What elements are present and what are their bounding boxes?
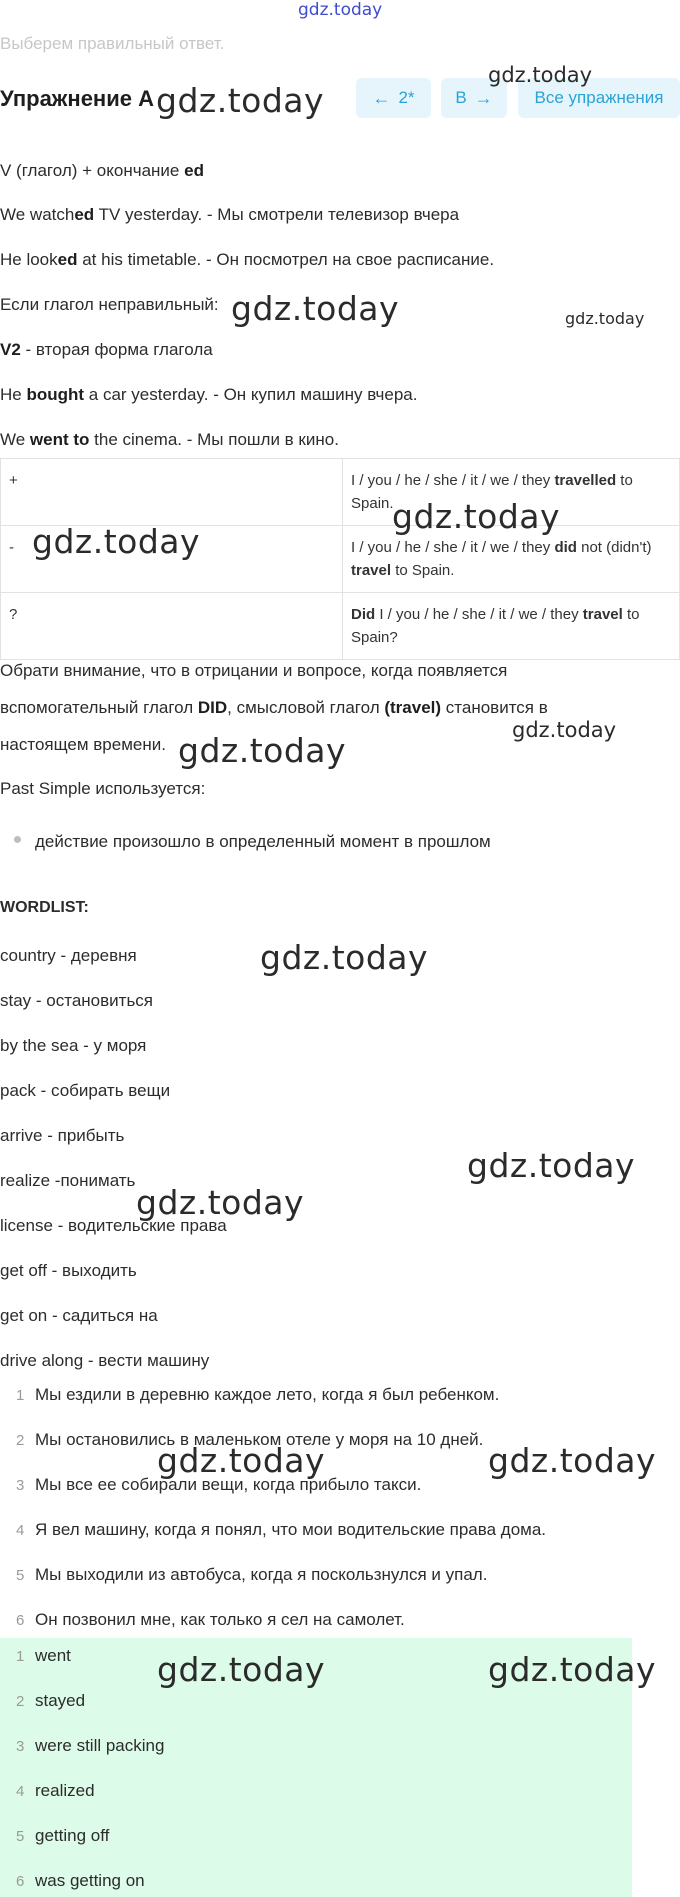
note-line-1: Обрати внимание, что в отрицании и вопросе, когда появляется: [0, 661, 508, 680]
rule-v2: V2 - вторая форма глагола: [0, 340, 213, 359]
translation-item: Мы все ее собирали вещи, когда прибыло такси.: [35, 1475, 422, 1494]
translation-number: 2: [16, 1432, 25, 1449]
example-went: We went to the cinema. - Мы пошли в кино.: [0, 430, 339, 449]
next-exercise-label: B: [455, 88, 467, 107]
watermark: gdz.today: [488, 1441, 657, 1480]
watermark: gdz.today: [392, 497, 561, 536]
watermark: gdz.today: [467, 1146, 636, 1185]
answer-number: 2: [16, 1693, 25, 1710]
example-looked: He looked at his timetable. - Он посмотрел на свое расписание.: [0, 250, 495, 269]
translation-item: Мы остановились в маленьком отеле у моря на 10 дней.: [35, 1430, 484, 1449]
answer-number: 4: [16, 1783, 25, 1800]
watermark: gdz.today: [156, 81, 325, 120]
site-watermark-top: gdz.today: [298, 0, 383, 20]
table-sign-cell: ?: [1, 593, 343, 660]
answer-number: 5: [16, 1828, 25, 1845]
wordlist-item: pack - собирать вещи: [0, 1081, 171, 1100]
bullet-dot-icon: [14, 836, 21, 843]
wordlist-item: realize -понимать: [0, 1171, 136, 1190]
answer-item: was getting on: [35, 1871, 145, 1890]
translation-number: 1: [16, 1387, 25, 1404]
watermark: gdz.today: [157, 1441, 326, 1480]
wordlist-item: license - водительские права: [0, 1216, 227, 1235]
next-exercise-button[interactable]: [441, 78, 507, 118]
wordlist-item: by the sea - у моря: [0, 1036, 147, 1055]
answer-item: were still packing: [35, 1736, 165, 1755]
watermark: gdz.today: [178, 731, 347, 770]
rule-regular-verbs: V (глагол) + окончание ed: [0, 161, 204, 180]
wordlist-item: arrive - прибыть: [0, 1126, 125, 1145]
all-exercises-button[interactable]: [518, 78, 680, 118]
table-row-negative: [1, 526, 680, 593]
all-exercises-label: Все упражнения: [534, 88, 664, 107]
rule-irregular-verbs: Если глагол неправильный:: [0, 295, 219, 314]
example-watched: We watched TV yesterday. - Мы смотрели телевизор вчера: [0, 205, 460, 224]
prev-exercise-label: 2*: [398, 88, 415, 107]
answers-panel: [0, 1638, 632, 1897]
watermark: gdz.today: [32, 522, 201, 561]
answer-item: went: [35, 1646, 71, 1665]
answer-number: 6: [16, 1873, 25, 1890]
table-form-cell: I / you / he / she / it / we / they did not (didn't) travel to Spain.: [343, 526, 680, 593]
translation-number: 3: [16, 1477, 25, 1494]
table-sign-cell: +: [1, 459, 343, 526]
wordlist-item: stay - остановиться: [0, 991, 154, 1010]
wordlist-item: get on - садиться на: [0, 1306, 158, 1325]
translation-number: 6: [16, 1612, 25, 1629]
watermark: gdz.today: [565, 309, 645, 328]
wordlist-heading: WORDLIST:: [0, 899, 89, 916]
translation-item: Я вел машину, когда я понял, что мои водительские права дома.: [35, 1520, 547, 1539]
watermark: gdz.today: [512, 718, 617, 742]
translation-item: Мы ездили в деревню каждое лето, когда я был ребенком.: [35, 1385, 500, 1404]
usage-item: действие произошло в определенный момент в прошлом: [35, 832, 491, 851]
note-line-3: настоящем времени.: [0, 735, 166, 754]
watermark: gdz.today: [260, 938, 429, 977]
watermark: gdz.today: [488, 1650, 657, 1689]
answer-number: 3: [16, 1738, 25, 1755]
table-form-cell: I / you / he / she / it / we / they travelled to Spain.: [343, 459, 680, 526]
arrow-left-icon: ←: [372, 87, 391, 108]
answer-item: realized: [35, 1781, 95, 1800]
answer-item: stayed: [35, 1691, 86, 1710]
note-line-2: вспомогательный глагол DID, смысловой глагол (travel) становится в: [0, 698, 548, 717]
table-form-cell: Did I / you / he / she / it / we / they travel to Spain?: [343, 593, 680, 660]
watermark: gdz.today: [231, 289, 400, 328]
translation-number: 4: [16, 1522, 25, 1539]
page-title: Упражнение A: [0, 86, 154, 111]
watermark: gdz.today: [157, 1650, 326, 1689]
conjugation-table: [0, 458, 680, 660]
table-row-affirmative: [1, 459, 680, 526]
watermark: gdz.today: [136, 1183, 305, 1222]
wordlist-item: get off - выходить: [0, 1261, 137, 1280]
answer-item: getting off: [35, 1826, 110, 1845]
arrow-right-icon: →: [474, 87, 493, 108]
prev-exercise-button[interactable]: [356, 78, 431, 118]
watermark: gdz.today: [488, 63, 593, 87]
answer-number: 1: [16, 1648, 25, 1665]
table-sign-cell: -: [1, 526, 343, 593]
translation-item: Мы выходили из автобуса, когда я поскользнулся и упал.: [35, 1565, 488, 1584]
translation-number: 5: [16, 1567, 25, 1584]
translation-item: Он позвонил мне, как только я сел на самолет.: [35, 1610, 405, 1629]
wordlist-item: drive along - вести машину: [0, 1351, 210, 1370]
wordlist-item: country - деревня: [0, 946, 137, 965]
table-row-question: [1, 593, 680, 660]
example-bought: He bought a car yesterday. - Он купил машину вчера.: [0, 385, 418, 404]
usage-heading: Past Simple используется:: [0, 779, 206, 798]
hint-text: Выберем правильный ответ.: [0, 34, 225, 53]
